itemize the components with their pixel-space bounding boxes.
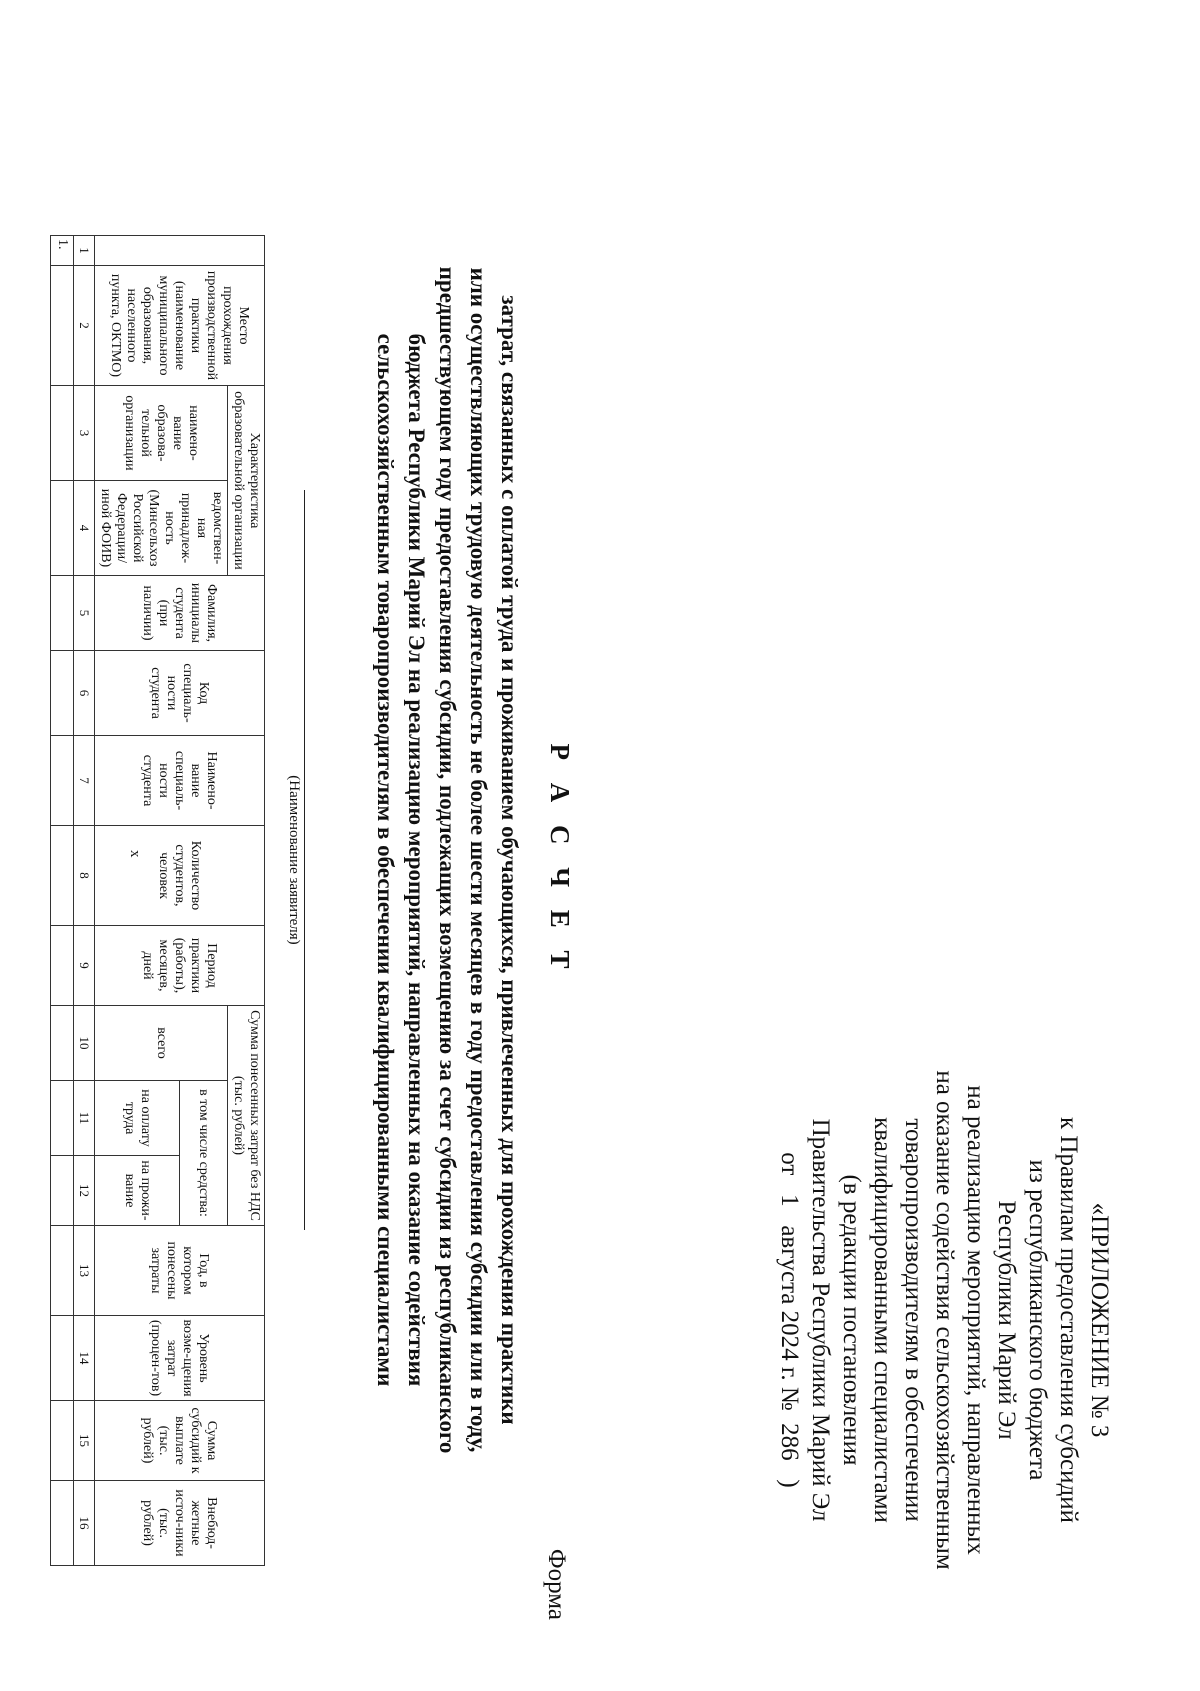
subtitle-line: или осуществляющих трудовую деятельность не более шести месяцев в году предоставления субсидии или в году, (466, 267, 491, 1453)
column-number: 13 (74, 1226, 95, 1316)
column-number: 6 (74, 651, 95, 736)
header-cell-empty (95, 236, 265, 266)
header-labor: на оплату труда (95, 1081, 180, 1156)
column-number: 12 (74, 1156, 95, 1226)
column-number: 7 (74, 736, 95, 826)
appendix-header (774, 1040, 1115, 1600)
form-label: Форма (543, 1548, 570, 1620)
header-org-affiliation: ведомствен-ная принадлеж-ность (Минсельхоз Российской Федерации/ иной ФОИВ) (95, 481, 228, 576)
header-spec-code: Код специаль-ности студента (95, 651, 265, 736)
header-org-group: Характеристика образовательной организации (228, 386, 265, 576)
column-number: 10 (74, 1006, 95, 1081)
subtitle-line: затрат, связанных с оплатой труда и проживанием обучающихся, привлеченных для прохождения практики (497, 295, 522, 1425)
appendix-line: на оказание содействия сельскохозяйственным (931, 1070, 958, 1570)
cross-mark: x (127, 850, 143, 858)
subtitle-line: сельскохозяйственным товаропроизводителям в обеспечении квалифицированными специалистами (373, 333, 398, 1387)
appendix-line: (в редакции постановления (838, 1174, 865, 1466)
document-title: Р А С Ч Е Т (545, 743, 575, 977)
appendix-line: к Правилам предоставления субсидий (1055, 1117, 1082, 1523)
header-place: Место прохождения производственной практики (наименование муниципального образования, населенного пункта, ОКТМО) (95, 266, 265, 386)
appendix-line: товаропроизводителям в обеспечении (900, 1118, 927, 1522)
table-cell (51, 386, 74, 481)
header-sum-group: Сумма понесенных затрат без НДС (тыс. рублей) (228, 1006, 265, 1226)
header-offbudget: Внебюд-жетные источ-ники (тыс. рублей) (95, 1481, 265, 1566)
column-number: 2 (74, 266, 95, 386)
appendix-line: из республиканского бюджета (1024, 1159, 1051, 1481)
column-number: 14 (74, 1316, 95, 1401)
header-student: Фамилия, инициалы студента (при наличии) (95, 576, 265, 651)
column-number: 16 (74, 1481, 95, 1566)
appendix-line: квалифицированными специалистами (869, 1117, 896, 1523)
row-label: 1. (51, 236, 74, 266)
column-number: 5 (74, 576, 95, 651)
subtitle-line: предшествующем году предоставления субсидии, подлежащих возмещению за счет субсидии из республиканского (435, 266, 460, 1454)
table-cell (51, 826, 74, 926)
applicant-caption: (Наименование заявителя) (286, 775, 302, 945)
header-total: всего (95, 1006, 228, 1081)
header-subsidy: Сумма субсидий к выплате (тыс. рублей) (95, 1401, 265, 1481)
document-subtitle (370, 90, 525, 1630)
header-spec-name: Наимено-вание специаль-ности студента (95, 736, 265, 826)
appendix-line: Республики Марий Эл (993, 1200, 1020, 1440)
table-cell (51, 1156, 74, 1226)
header-count: Количество студентов, человек (95, 826, 265, 926)
column-number: 1 (74, 236, 95, 266)
column-number: 9 (74, 926, 95, 1006)
appendix-line: на реализацию мероприятий, направленных (962, 1085, 989, 1555)
table-cell (51, 576, 74, 651)
column-number: 4 (74, 481, 95, 576)
header-living: на прожи-вание (95, 1156, 180, 1226)
table-cell (51, 1316, 74, 1401)
table-cell (51, 1006, 74, 1081)
table-cell (51, 1401, 74, 1481)
table-cell (51, 1226, 74, 1316)
header-period: Период практики (работы), месяцев, дней (95, 926, 265, 1006)
header-including: в том числе средства: (179, 1081, 227, 1226)
column-number: 11 (74, 1081, 95, 1156)
table-cell (51, 1081, 74, 1156)
table-cell (51, 1481, 74, 1566)
calculation-table (50, 235, 265, 1566)
document-sheet (55, 60, 1170, 1660)
column-number: 3 (74, 386, 95, 481)
table-cell (51, 736, 74, 826)
subtitle-line: бюджета Республики Марий Эл на реализацию мероприятий, направленных на оказание содействия (404, 333, 429, 1387)
column-number: 8 (74, 826, 95, 926)
header-org-name: наимено-вание образова-тельной организации (95, 386, 228, 481)
appendix-line: Правительства Республики Марий Эл (807, 1118, 834, 1522)
table-cell (51, 266, 74, 386)
table-cell (51, 651, 74, 736)
table-cell (51, 481, 74, 576)
table-cell (51, 926, 74, 1006)
applicant-name-line (304, 490, 305, 1230)
header-level: Уровень возме-щения затрат (процен-тов) (95, 1316, 265, 1401)
appendix-date-line: от 1 августа 2024 г. № 286 ) (776, 1152, 803, 1488)
header-year: Год, в котором понесены затраты (95, 1226, 265, 1316)
column-number: 15 (74, 1401, 95, 1481)
appendix-line: «ПРИЛОЖЕНИЕ № 3 (1086, 1202, 1113, 1438)
